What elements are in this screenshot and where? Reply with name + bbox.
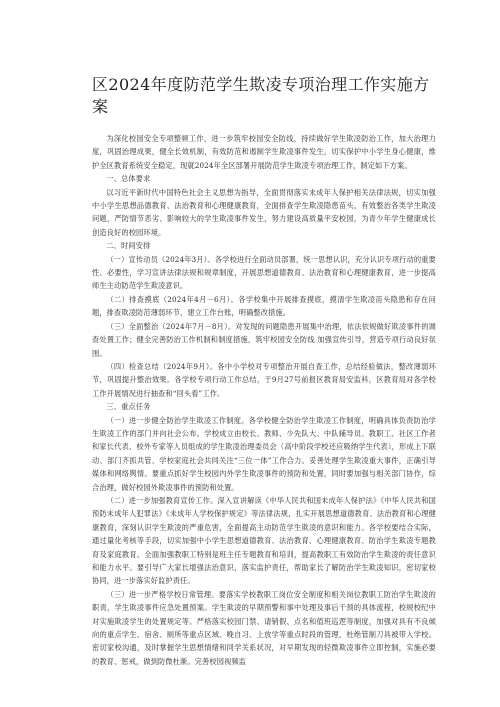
body-paragraph: （三）全面整治（2024年7月－8月）。对发现的问题隐患开展集中治理，依法依规做好欺凌事件的调查处置工作；健全完善防治工作机制和制度措施，筑牢校园安全防线 加强宣传引导，营造专项行动良好氛围。 xyxy=(92,321,436,358)
body-paragraph: （四）检查总结（2024年9月）。各中小学校对专项整治开展自查工作，总结经验做法，整改薄弱环节，巩固提升整治效果。各学校专项行动工作总结，于9月27号前报区教育局安监科，区教育局对各学校工作开展情况进行抽查和“回头看”工作。 xyxy=(92,361,436,398)
body-paragraph: 以习近平新时代中国特色社会主义思想为指导，全面贯彻落实未成年人保护相关法律法规，切实加强中小学生思想品德教育、法治教育和心理健康教育，全面排查学生欺凌隐患苗头，有效整治各类学生欺凌问题，严防情节恶劣、影响较大的学生欺凌事件发生，努力建设高质量平安校园，为青少年学生健康成长创造良好的校园环境。 xyxy=(92,187,436,237)
document-body xyxy=(92,132,436,668)
body-paragraph: （二）进一步加强教育宣传工作。深入宣讲解读《中华人民共和国未成年人保护法》《中华人民共和国预防未成年人犯罪法》《未成年人学校保护规定》等法律法规，扎实开展思想道德教育、法治教育和心理健康教育，深刻认识学生欺凌的严重危害，全面提高主动防范学生欺凌的意识和能力。各学校要结合实际，通过量化考核等手段，切实加强中小学生思想道德教育、法治教育、心理健康教育、防治学生欺凌专题教育及家庭教育。全面加强教职工特别是班主任专题教育和培训，提高教职工有效防治学生欺凌的责任意识和能力水平。要引导广大家长增强法治意识，落实监护责任，帮助家长了解防治学生欺凌知识，密切家校协同，进一步落实好监护责任。 xyxy=(92,495,436,586)
body-paragraph: （二）排查摸底（2024年4月－6月）。各学校集中开展排查摸底，摸清学生欺凌苗头隐患和存在问题，排查欺凌防范薄弱环节，建立工作台账，明确整改措施。 xyxy=(92,294,436,318)
document-title: 区2024年度防范学生欺凌专项治理工作实施方案 xyxy=(92,75,430,116)
section-heading: 一、总体要求 xyxy=(106,174,151,184)
body-paragraph: 为深化校园安全专项整顿工作，进一步筑牢校园安全防线，持续做好学生欺凌防治工作，加大治理力度，巩固治理成果，健全长效机制，有效防范和遏制学生欺凌事件发生，切实保护中小学生身心健康，维护全区教育系统安全稳定，现就2024年全区部署开展防范学生欺凌专项治理工作，制定如下方案。 xyxy=(92,134,436,170)
body-paragraph: （三）进一步严格学校日常管理。要落实学校教职工岗位安全制度和相关岗位教职工防治学生欺凌的职责，学生欺凌事件应急处置预案。学生欺凌的早期预警和事中处理及事后干预的具体流程，校规校纪中对实施欺凌学生的处置规定等。严格落实校园门禁、请销假、点名和值班巡逻等制度，加强对具有不良倾向的重点学生、宿舍、厕所等重点区域、晚自习、上放学等重点时段的管理，杜绝管制刀具被带入学校。密切家校沟通，及时掌握学生思想情绪和同学关系状况，对早期发现的轻微欺凌事件立即控制，实施必要的教育、惩戒，做到防微杜渐。完善校园视频监 xyxy=(92,589,436,666)
section-heading: 三、重点任务 xyxy=(106,402,151,412)
body-paragraph: （一）进一步健全防治学生欺凌工作制度。各学校健全防治学生欺凌工作制度，明确具体负责防治学生欺凌工作的部门并向社会公布。学校成立由校长、教师、少先队大、中队辅导员、教职工、社区工作者和家长代表、校外专家等人员组成的学生欺凌治理委员会（高中阶段学校还应吸纳学生代表），形成上下联动、部门齐抓共管、学校家庭社会共同关注“三位一体”工作合力。妥善处理学生欺凌重大事件，正确引导媒体和网络舆情。要重点抓好学生校园内外学生欺凌事件的预防和处置，同时要加强与相关部门协作，综合治理，做好校园外欺凌事件的预防和处置。 xyxy=(92,415,436,492)
section-heading: 二、时间安排 xyxy=(106,241,151,251)
body-paragraph: （一）宣传动员（2024年3月）。各学校进行全面动员部署，统一思想认识，充分认识专项行动的重要性、必要性，学习宣讲法律法规和规章制度，开展思想道德教育、法治教育和心理健康教育，进一步提高师生主动防范学生欺凌意识。 xyxy=(92,254,436,291)
